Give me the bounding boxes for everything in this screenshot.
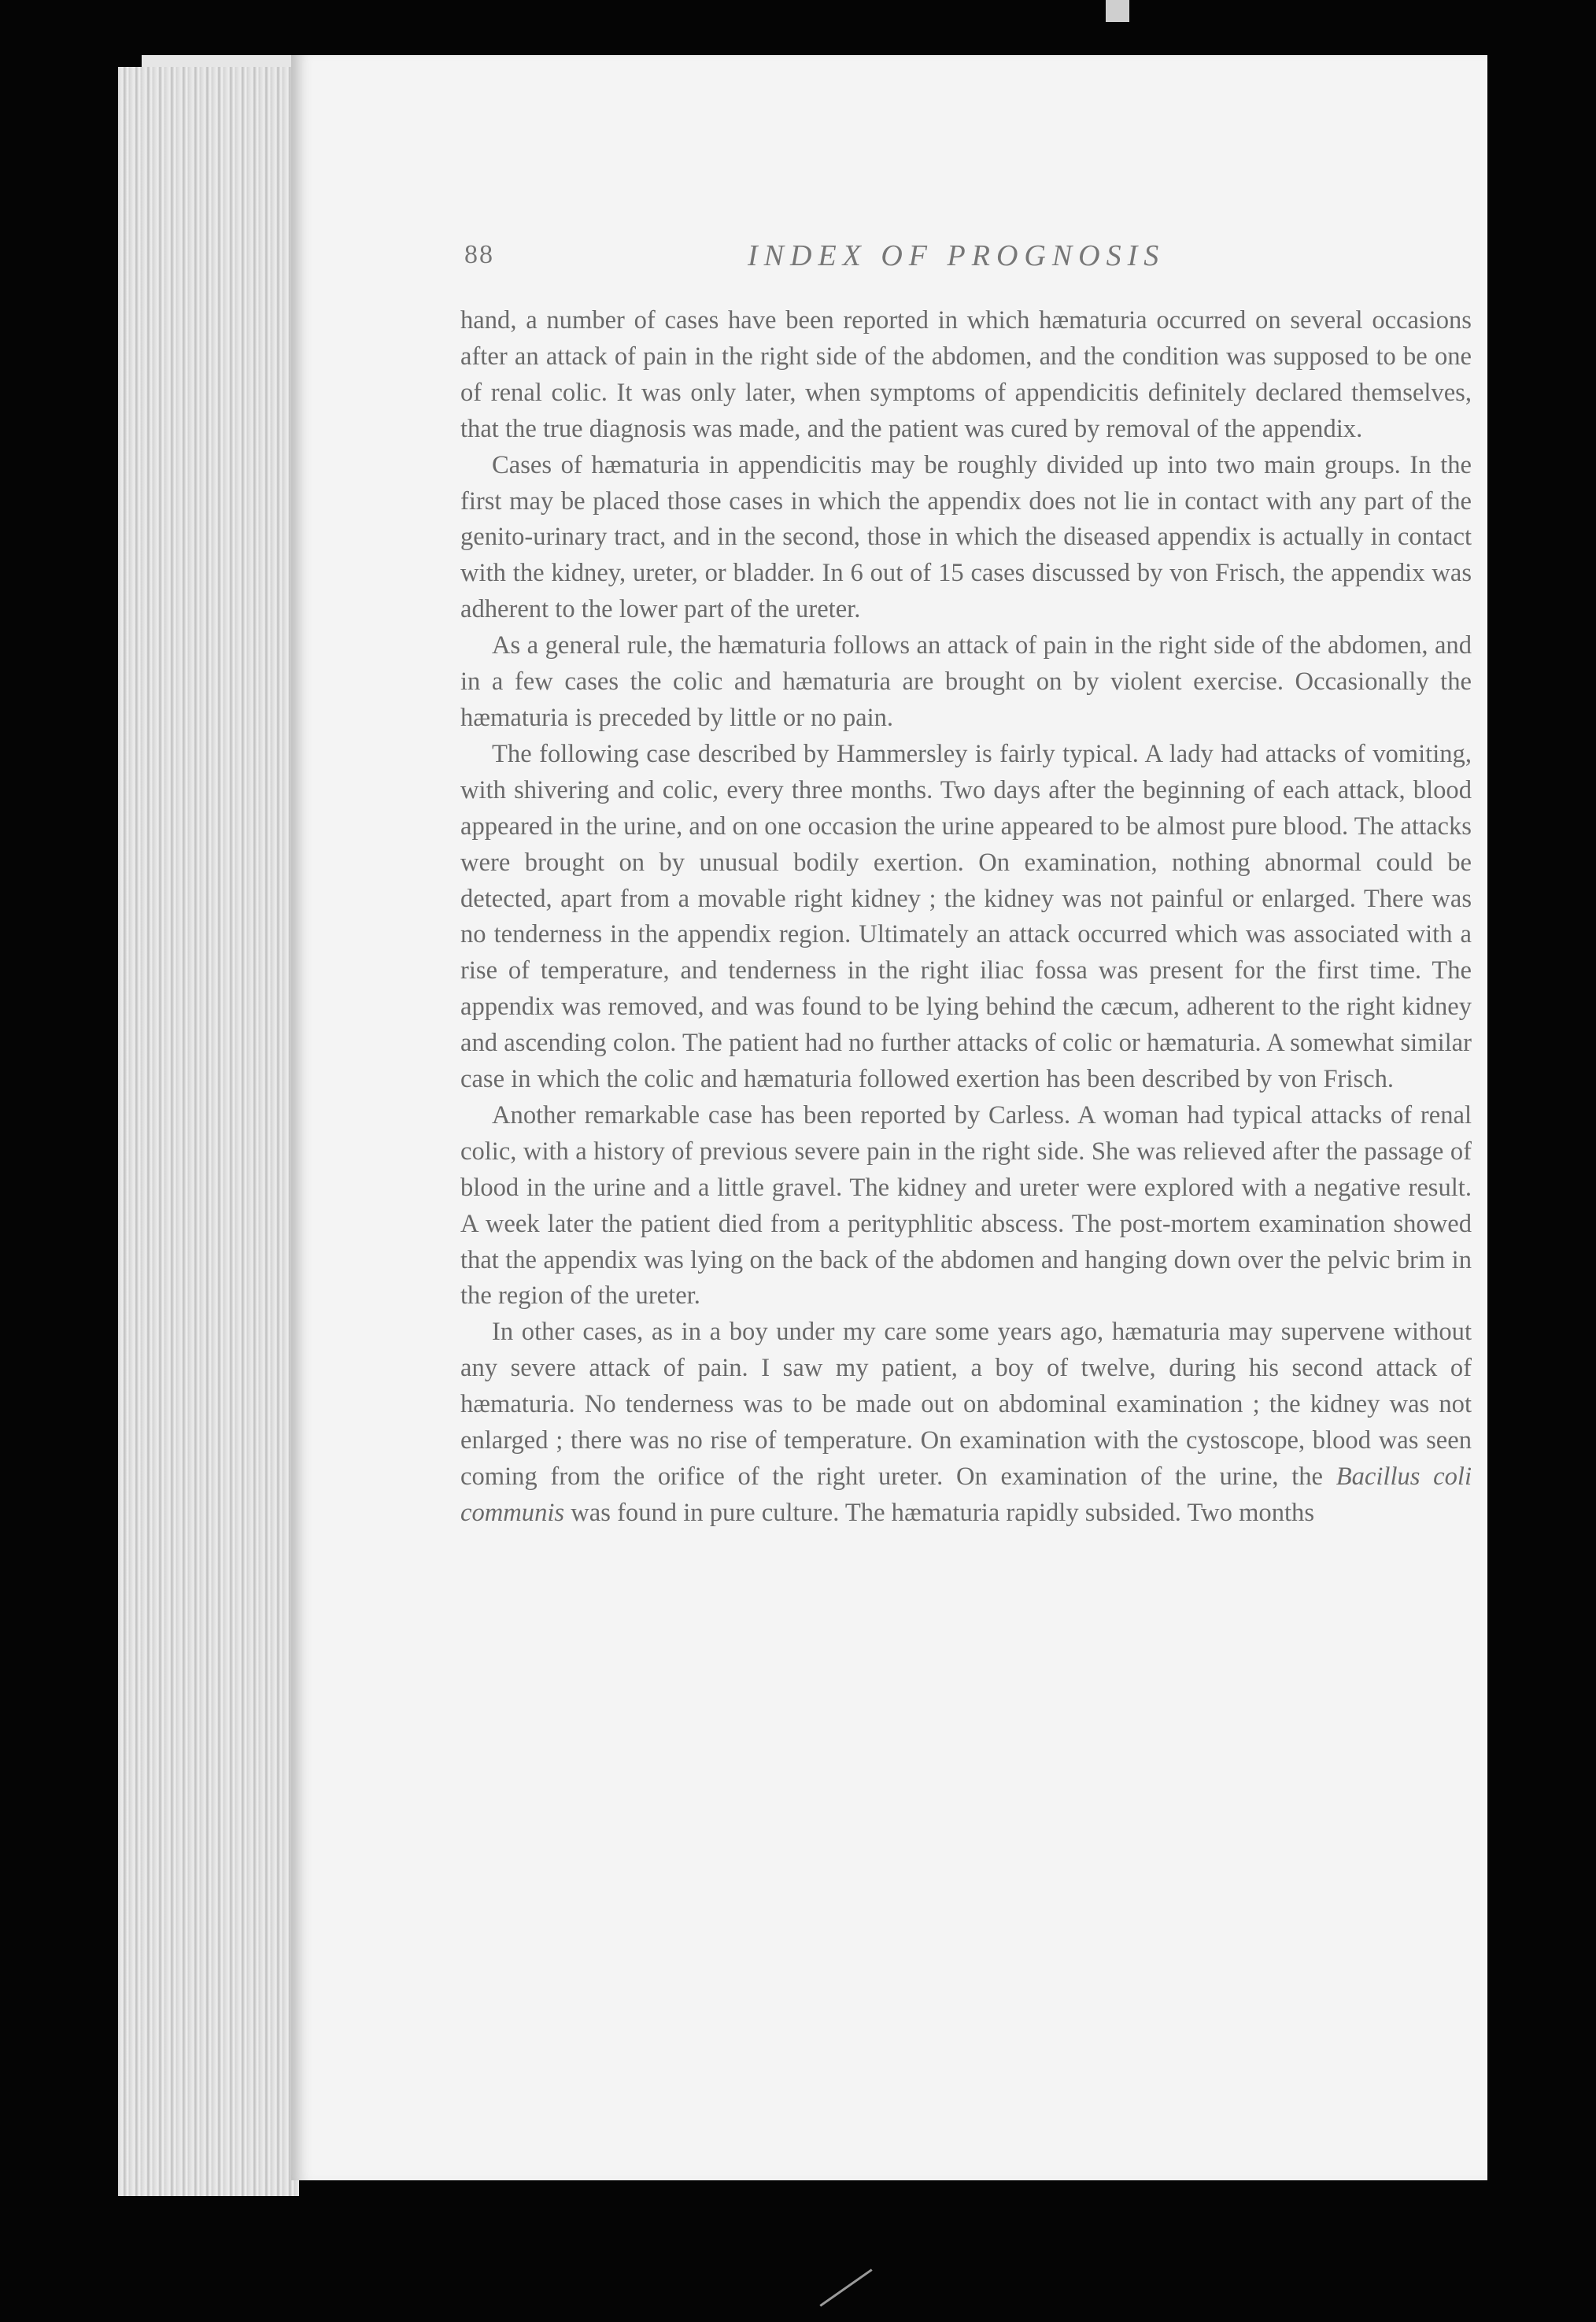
paragraph-text: was found in pure culture. The hæmaturia rapidly subsided. Two months: [564, 1498, 1315, 1527]
page-header: [464, 240, 1472, 279]
paragraph: Another remarkable case has been reported by Carless. A woman had typical attacks of renal colic, with a history of previous severe pain in the right side. She was relieved after the passage of blood in the urine and a little gravel. The kidney and ureter were explored with a negative result. A week later the patient died from a perityphlitic abscess. The post-mortem examination showed that the appendix was lying on the back of the abdomen and hanging down over the pelvic brim in the region of the ureter.: [460, 1100, 1472, 1311]
paragraph: hand, a number of cases have been reported in which hæmaturia occurred on several occasions after an attack of pain in the right side of the abdomen, and the condition was supposed to be one of renal colic. It was only later, when symptoms of appendicitis definitely declared themselves, that the true diagnosis was made, and the patient was cured by removal of the appendix.: [460, 306, 1472, 443]
body-text: [460, 303, 1472, 1532]
page-number: 88: [464, 240, 494, 269]
page-stack-edges: [118, 67, 299, 2196]
paragraph: As a general rule, the hæmaturia follows an attack of pain in the right side of the abdomen, and in a few cases the colic and hæmaturia are brought on by violent exercise. Occasionally the hæmaturia is preceded by little or no pain.: [460, 631, 1472, 732]
paragraph: Cases of hæmaturia in appendicitis may be roughly divided up into two main groups. In the first may be placed those cases in which the appendix does not lie in contact with any part of the genito-urinary tract, and in the second, those in which the diseased appendix is actually in contact with the kidney, ureter, or bladder. In 6 out of 15 cases discussed by von Frisch, the appendix was adherent to the lower part of the ureter.: [460, 450, 1472, 624]
italic-term: Bacillus coli communis: [460, 1462, 1472, 1527]
running-title: INDEX OF PROGNOSIS: [748, 239, 1166, 272]
paragraph: [460, 1314, 1472, 1531]
paragraph: The following case described by Hammersley is fairly typical. A lady had attacks of vomiting, with shivering and colic, every three months. Two days after the beginning of each attack, blood appeared in the urine, and on one occasion the urine appeared to be almost pure blood. The attacks were brought on by unusual bodily exertion. On examination, nothing abnormal could be detected, apart from a movable right kidney ; the kidney was not painful or enlarged. There was no tenderness in the appendix region. Ultimately an attack occurred which was associated with a rise of temperature, and tenderness in the right iliac fossa was present for the first time. The appendix was removed, and was found to be lying behind the cæcum, adherent to the right kidney and ascending colon. The patient had no further attacks of colic or hæmaturia. A somewhat similar case in which the colic and hæmaturia followed exertion has been described by von Frisch.: [460, 739, 1472, 1094]
scan-mark: [1106, 0, 1129, 22]
scan-mark: [819, 2268, 872, 2306]
paragraph-text: In other cases, as in a boy under my care some years ago, hæmaturia may supervene without any severe attack of pain. I saw my patient, a boy of twelve, during his second attack of hæmaturia. No tenderness was to be made out on abdominal examination ; the kidney was not enlarged ; there was no rise of temperature. On examination with the cystoscope, blood was seen coming from the orifice of the right ureter. On examination of the urine, the: [460, 1318, 1472, 1491]
